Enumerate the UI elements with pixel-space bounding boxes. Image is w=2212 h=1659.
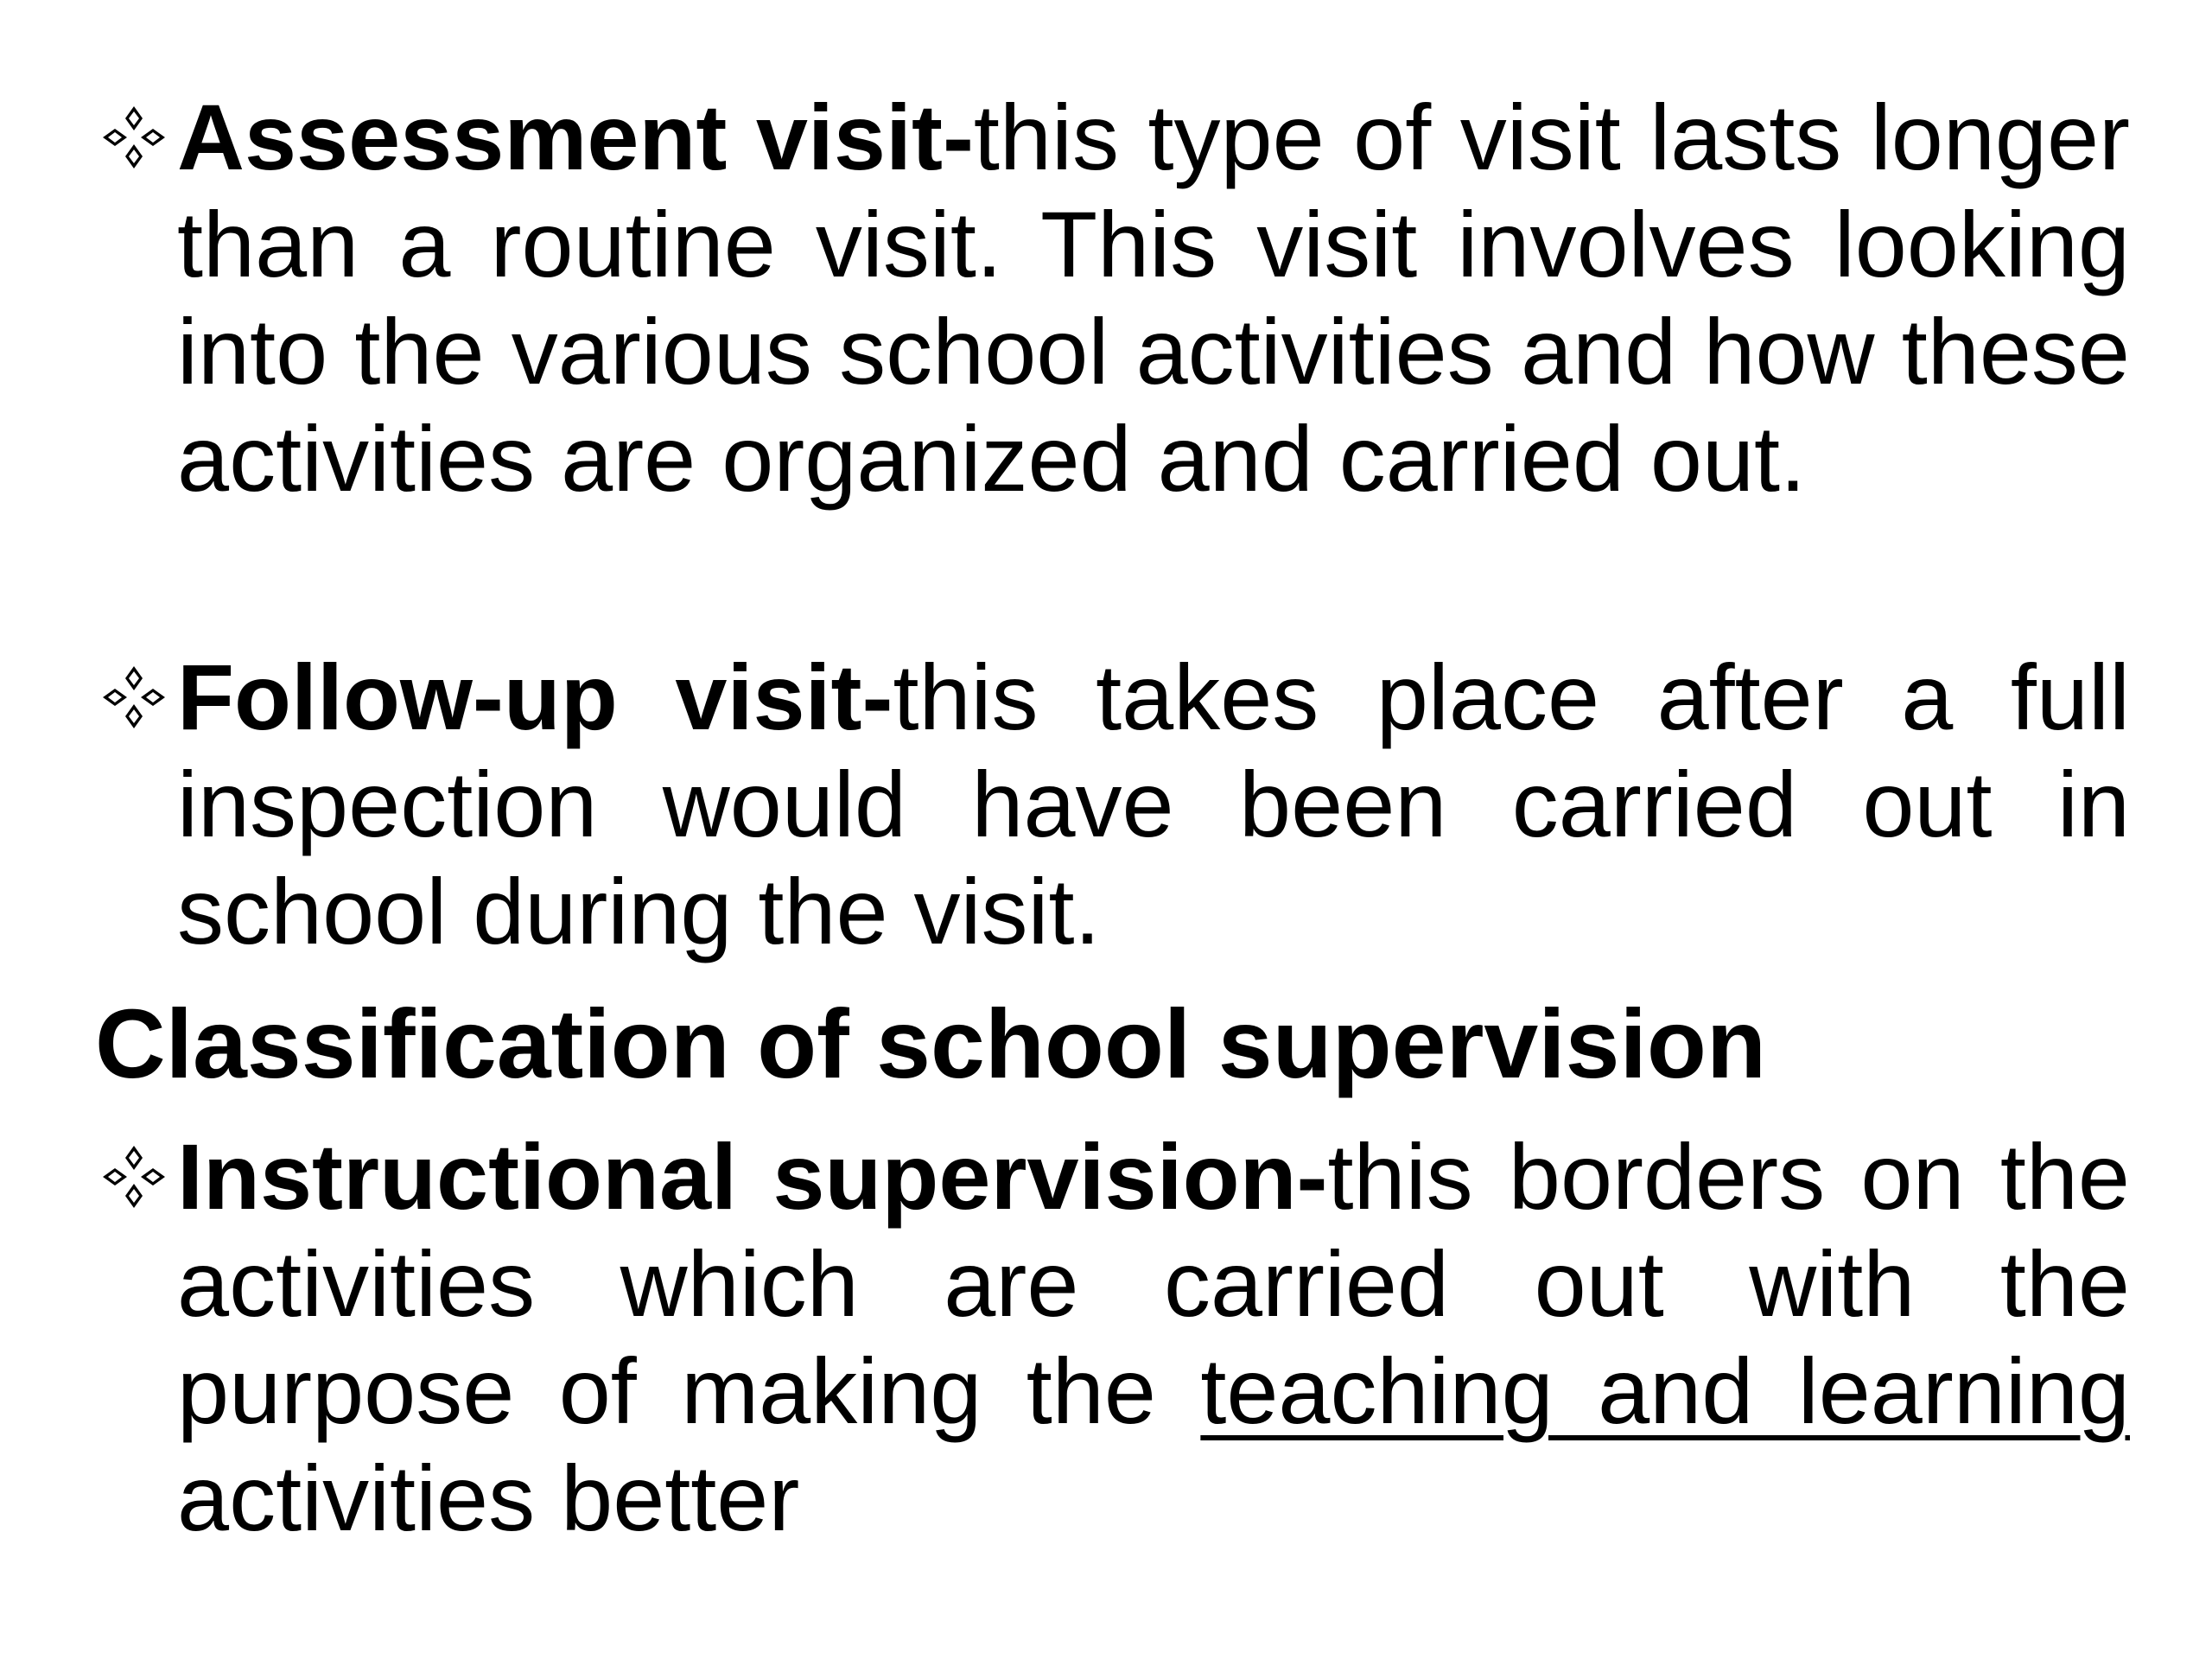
bullet-item-assessment-visit	[177, 84, 2130, 512]
bullet-text: this type of visit lasts longer than a routine visit. This visit involves looking into the various school activities and how these activities are organized and carried out.	[177, 85, 2130, 511]
four-diamond-bullet-icon	[99, 663, 168, 732]
four-diamond-bullet-icon	[99, 1142, 168, 1211]
four-diamond-bullet-icon	[99, 103, 168, 172]
bullet-text: this borders on the activities which are carried out with the purpose of making the	[177, 1124, 2130, 1443]
bullet-term: Assessment visit-	[177, 85, 974, 189]
bullet-term: Follow-up visit-	[177, 645, 893, 749]
bullet-item-follow-up-visit	[177, 644, 2130, 965]
bullet-text: this takes place after a full inspection would have been carried out in school during the visit.	[177, 645, 2130, 963]
bullet-item-instructional-supervision	[177, 1123, 2130, 1552]
underlined-phrase: teaching and learning	[1200, 1338, 2131, 1443]
section-heading: Classification of school supervision	[95, 989, 1766, 1098]
bullet-text-end: activities better	[177, 1446, 800, 1550]
bullet-term: Instructional supervision-	[177, 1124, 1328, 1229]
